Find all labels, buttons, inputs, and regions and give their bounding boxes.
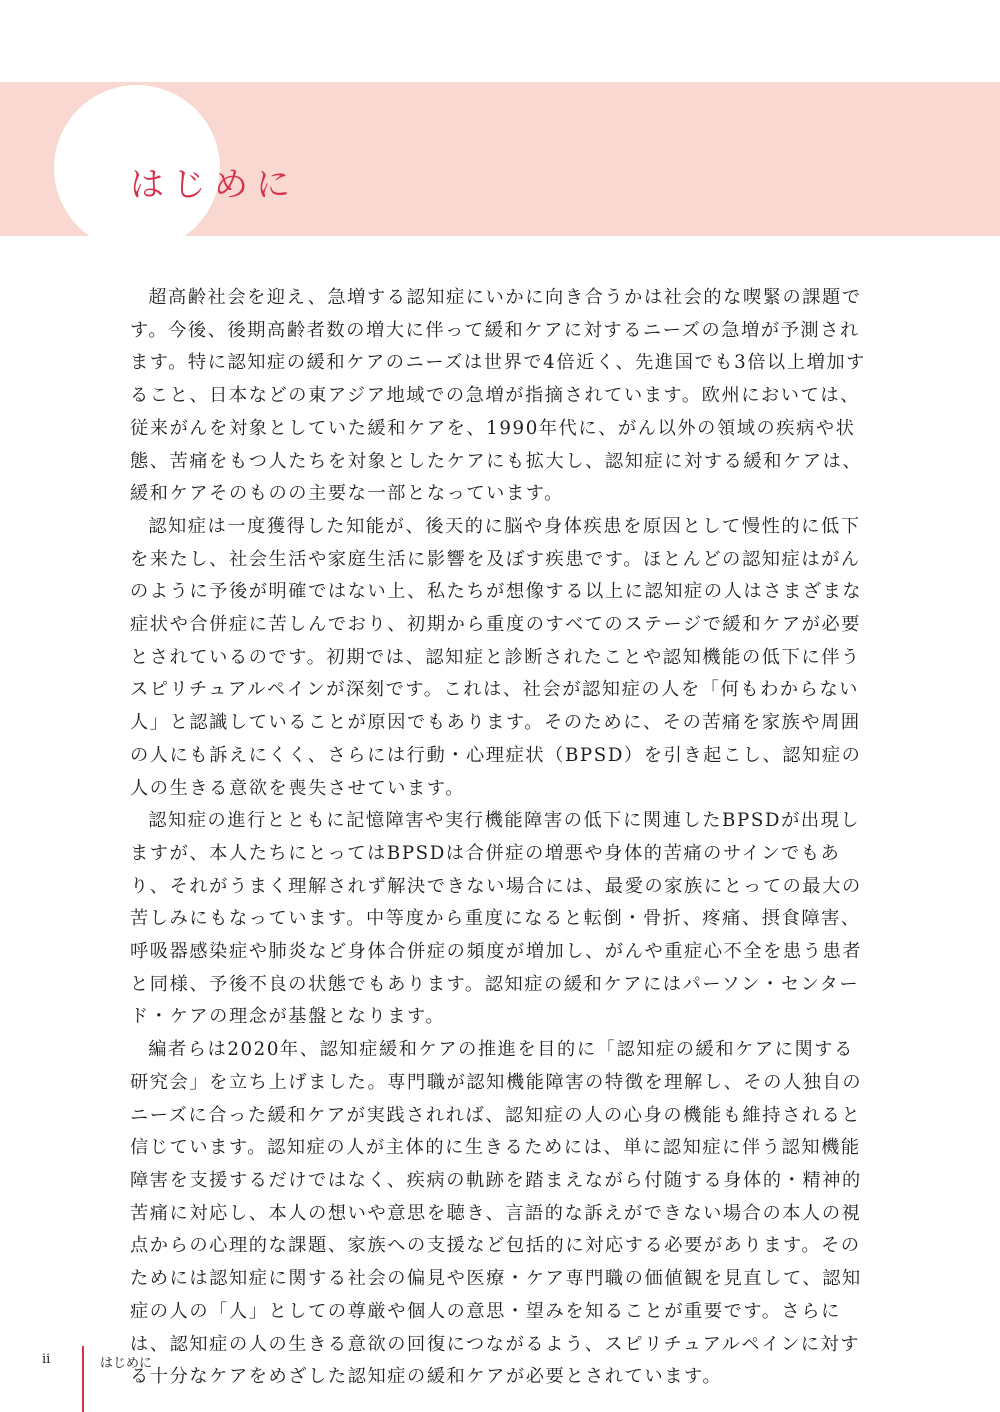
footer-page-number: ii: [42, 1352, 51, 1367]
paragraph-3: 認知症の進行とともに記憶障害や実行機能障害の低下に関連したBPSDが出現しますが、本人たちにとってはBPSDは合併症の増悪や身体的苦痛のサインでもあり、それがうまく理解されず解決できない場合には、最愛の家族にとっての最大の苦しみにもなっています。中等度から重度になると転倒・骨折、疼痛、摂食障害、呼吸器感染症や肺炎など身体合併症の頻度が増加し、がんや重症心不全を患う患者と同様、予後不良の状態でもあります。認知症の緩和ケアにはパーソン・センタード・ケアの理念が基盤となります。: [130, 810, 863, 1028]
body-text: [130, 282, 872, 1394]
header-band: [0, 82, 1000, 236]
paragraph-2: 認知症は一度獲得した知能が、後天的に脳や身体疾患を原因として慢性的に低下を来たし、社会生活や家庭生活に影響を及ぼす疾患です。ほとんどの認知症はがんのように予後が明確ではない上、私たちが想像する以上に認知症の人はさまざまな症状や合併症に苦しんでおり、初期から重度のすべてのステージで緩和ケアが必要とされているのです。初期では、認知症と診断されたことや認知機能の低下に伴うスピリチュアルペインが深刻です。これは、社会が認知症の人を「何もわからない人」と認識していることが原因でもあります。そのために、その苦痛を家族や周囲の人にも訴えにくく、さらには行動・心理症状（BPSD）を引き起こし、認知症の人の生きる意欲を喪失させています。: [130, 515, 863, 799]
page-title: はじめに: [130, 164, 298, 205]
footer-section-title: はじめに: [100, 1356, 153, 1371]
paragraph-1: 超高齢社会を迎え、急増する認知症にいかに向き合うかは社会的な喫緊の課題です。今後、後期高齢者数の増大に伴って緩和ケアに対するニーズの急増が予測されます。特に認知症の緩和ケアのニーズは世界で4倍近く、先進国でも3倍以上増加すること、日本などの東アジア地域での急増が指摘されています。欧州においては、従来がんを対象としていた緩和ケアを、1990年代に、がん以外の領域の疾病や状態、苦痛をもつ人たちを対象としたケアにも拡大し、認知症に対する緩和ケアは、緩和ケアそのものの主要な一部となっています。: [130, 287, 866, 505]
footer-divider: [82, 1346, 84, 1412]
paragraph-4: 編者らは2020年、認知症緩和ケアの推進を目的に「認知症の緩和ケアに関する研究会」を立ち上げました。専門職が認知機能障害の特徴を理解し、その人独自のニーズに合った緩和ケアが実践されれば、認知症の人の心身の機能も維持されると信じています。認知症の人が主体的に生きるためには、単に認知症に伴う認知機能障害を支援するだけではなく、疾病の軌跡を踏まえながら付随する身体的・精神的苦痛に対応し、本人の想いや意思を聴き、言語的な訴えができない場合の本人の視点からの心理的な課題、家族への支援など包括的に対応する必要があります。そのためには認知症に関する社会の偏見や医療・ケア専門職の価値観を見直して、認知症の人の「人」としての尊厳や個人の意思・望みを知ることが重要です。さらには、認知症の人の生きる意欲の回復につながるよう、スピリチュアルペインに対する十分なケアをめざした認知症の緩和ケアが必要とされています。: [130, 1039, 863, 1388]
